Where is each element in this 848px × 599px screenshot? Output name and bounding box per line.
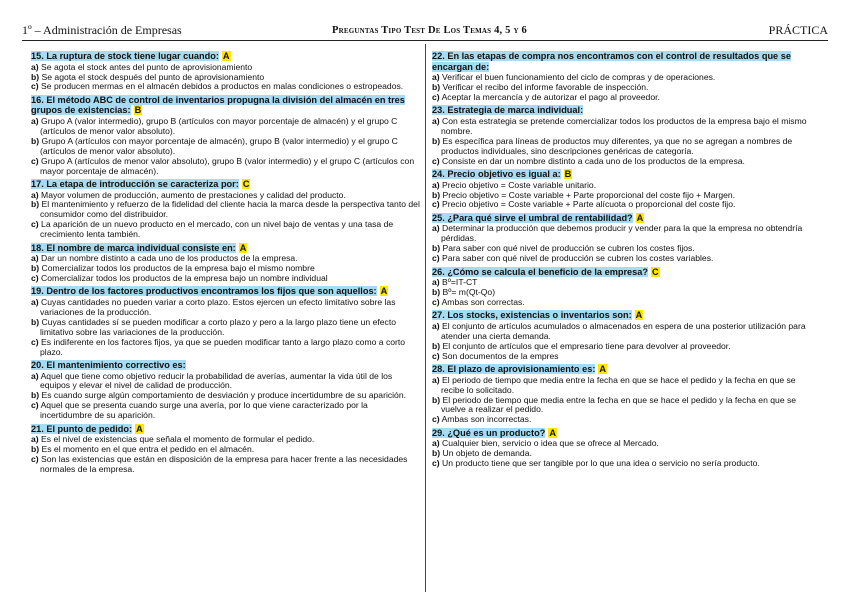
answer-key: B — [134, 105, 142, 116]
answer-key: A — [636, 212, 644, 223]
answer-option — [31, 318, 422, 338]
option-text: Un producto tiene que ser tangible por lo que una idea o servicio no sería producto. — [442, 458, 760, 469]
answer-key: A — [549, 427, 556, 438]
option-letter: c) — [31, 336, 39, 347]
option-letter: b) — [31, 316, 40, 327]
answer-option — [31, 455, 422, 475]
answer-option — [432, 376, 818, 396]
section-label: PRÁCTICA — [768, 23, 828, 37]
option-letter: c) — [31, 400, 39, 411]
answer-option — [31, 401, 422, 421]
column-divider — [425, 44, 426, 592]
answer-option — [432, 137, 818, 157]
left-column — [31, 51, 422, 477]
option-letter: c) — [432, 350, 440, 361]
option-text: Se producen mermas en el almacén debidos a productos en malas condiciones o estropeados. — [41, 81, 404, 92]
option-letter: a) — [432, 374, 440, 385]
option-text: Aquel que tiene como objetivo reducir la probabilidad de averías, aumentar la vida útil de los equipos y elevar el nivel de calidad de producción. — [40, 370, 393, 391]
option-text: El conjunto de artículos que el empresario tiene para devolver al proveedor. — [442, 340, 731, 351]
option-text: Aceptar la mercancía y de autorizar el pago al proveedor. — [441, 92, 660, 102]
answer-option — [31, 117, 422, 137]
question-text: 16. El método ABC de control de inventarios propugna la división del almacén en tres grupos de existencias: — [31, 94, 405, 116]
option-letter: a) — [31, 296, 39, 307]
question-block — [432, 267, 818, 308]
option-text: Verificar el recibo del informe favorable de inspección. — [442, 82, 649, 93]
question-title — [432, 213, 818, 224]
option-letter: c) — [31, 81, 39, 92]
question-text: 23. Estrategia de marca individual: — [432, 105, 584, 116]
option-letter: b) — [432, 394, 441, 405]
answer-option — [31, 200, 422, 220]
question-block — [31, 360, 422, 421]
answer-option — [31, 220, 422, 240]
option-text: Para saber con qué nivel de producción se cubren los costes fijos. — [442, 243, 695, 254]
option-letter: c) — [432, 253, 440, 264]
question-text: 15. La ruptura de stock tiene lugar cuando: — [31, 51, 219, 61]
answer-option — [432, 200, 818, 210]
option-text: Comercializar todos los productos de la empresa bajo un nombre individual — [41, 272, 328, 283]
option-letter: b) — [432, 189, 441, 200]
question-text: 18. El nombre de marca individual consiste en: — [31, 242, 236, 253]
option-text: Cualquier bien, servicio o idea que se ofrece al Mercado. — [442, 438, 659, 449]
option-letter: c) — [432, 414, 440, 425]
option-text: Cuyas cantidades no pueden variar a corto plazo. Estos ejercen un efecto limitativo sobre las variaciones de la producción. — [40, 296, 396, 317]
option-text: Aquel que se presenta cuando surge una avería, por lo que viene caracterizado por la incertidumbre de su aparición. — [40, 400, 368, 421]
option-letter: a) — [432, 179, 440, 190]
option-letter: a) — [31, 116, 39, 126]
option-letter: c) — [432, 199, 440, 210]
option-letter: c) — [31, 453, 39, 464]
answer-option — [31, 338, 422, 358]
option-letter: b) — [432, 287, 441, 298]
option-letter: a) — [432, 277, 440, 288]
answer-key: A — [239, 242, 247, 253]
option-letter: c) — [31, 272, 39, 283]
question-title — [432, 428, 818, 439]
question-text: 24. Precio objetivo es igual a: — [432, 169, 561, 180]
page-header — [22, 22, 828, 41]
option-letter: b) — [432, 82, 441, 93]
question-block — [31, 179, 422, 240]
answer-option — [432, 157, 818, 167]
question-title — [31, 360, 422, 371]
option-text: Son las existencias que están en disposición de la empresa para hacer frente a las necesidades normales de la empresa. — [40, 453, 408, 474]
option-text: Bº= m(Qt-Qo) — [442, 287, 496, 298]
option-text: Es cuando surge algún comportamiento de desviación y produce incertidumbre de su aparición. — [41, 390, 407, 401]
option-letter: b) — [31, 135, 40, 146]
option-text: Precio objetivo = Coste variable + Parte proporcional del coste fijo + Margen. — [442, 189, 736, 200]
option-text: Con esta estrategia se pretende comercializar todos los productos de la empresa bajo el mismo nombre. — [441, 116, 807, 136]
option-text: Para saber con qué nivel de producción se cubren los costes variables. — [442, 253, 714, 264]
answer-key: B — [564, 169, 572, 180]
option-text: Grupo A (artículos de menor valor absoluto), grupo B (valor intermedio) y el grupo C (artículos con mayor porcentaje de almacén). — [40, 155, 415, 176]
answer-option — [432, 224, 818, 244]
option-text: Es el nivel de existencias que señala el momento de formular el pedido. — [41, 434, 315, 445]
option-text: Es el momento en el que entra el pedido en el almacén. — [41, 444, 255, 455]
option-letter: c) — [31, 219, 39, 230]
question-block — [31, 95, 422, 177]
question-block — [31, 424, 422, 475]
option-letter: c) — [31, 155, 39, 166]
option-text: Cuyas cantidades sí se pueden modificar a corto plazo y pero a la largo plazo tiene un efecto limitativo sobre las variaciones de la producción. — [40, 316, 396, 337]
question-text: 19. Dentro de los factores productivos encontramos los fijos que son aquellos: — [31, 286, 377, 297]
answer-option — [432, 254, 818, 264]
option-letter: a) — [432, 72, 440, 83]
question-title — [31, 95, 422, 116]
answer-key: C — [242, 178, 250, 189]
option-text: Ambas son incorrectas. — [441, 414, 532, 425]
answer-option — [432, 322, 818, 342]
question-block — [31, 51, 422, 92]
answer-option — [432, 459, 818, 469]
question-text: 17. La etapa de introducción se caracteriza por: — [31, 178, 239, 189]
option-text: El periodo de tiempo que media entre la fecha en que se hace el pedido y la fecha en que se recibe lo solicitado. — [441, 374, 796, 395]
option-text: Dar un nombre distinto a cada uno de los productos de la empresa. — [41, 253, 298, 264]
answer-option — [31, 298, 422, 318]
question-block — [432, 213, 818, 264]
option-letter: b) — [432, 448, 441, 459]
answer-option — [432, 396, 818, 416]
option-text: Se agota el stock después del punto de aprovisionamiento — [41, 71, 265, 82]
question-text: 26. ¿Cómo se calcula el beneficio de la empresa? — [432, 266, 648, 277]
question-title — [31, 243, 422, 254]
question-text: 20. El mantenimiento correctivo es: — [31, 359, 186, 370]
question-title — [432, 105, 818, 116]
question-block — [432, 428, 818, 469]
option-text: Consiste en dar un nombre distinto a cada uno de los productos de la empresa. — [442, 155, 745, 166]
answer-option — [432, 415, 818, 425]
option-letter: a) — [31, 61, 39, 72]
option-text: Grupo A (artículos con mayor porcentaje de almacén), grupo B (valor intermedio) y el grupo C (artículos de menor valor absoluto). — [40, 135, 398, 156]
question-title — [432, 364, 818, 375]
question-block — [432, 310, 818, 361]
option-text: El mantenimiento y refuerzo de la fidelidad del cliente hacia la marca desde la perspectiva tanto del consumidor como del distribuidor. — [40, 199, 420, 220]
option-letter: c) — [432, 458, 440, 469]
question-text: 25. ¿Para qué sirve el umbral de rentabilidad? — [432, 212, 633, 223]
option-letter: a) — [31, 434, 39, 445]
answer-option — [31, 82, 422, 92]
option-text: Un objeto de demanda. — [442, 448, 532, 459]
question-text: 21. El punto de pedido: — [31, 423, 133, 434]
option-text: El periodo de tiempo que media entre la fecha en que se hace el pedido y la fecha en que se vuelve a realizar el pedido. — [441, 394, 797, 415]
answer-option — [432, 352, 818, 362]
option-text: La aparición de un nuevo producto en el mercado, con un nivel bajo de ventas y una tasa de crecimiento lenta también. — [40, 219, 394, 240]
option-letter: b) — [432, 340, 441, 351]
option-text: Ambas son correctas. — [441, 296, 525, 307]
question-block — [31, 286, 422, 357]
option-letter: c) — [432, 155, 440, 166]
answer-key: C — [652, 266, 659, 277]
question-block — [31, 243, 422, 284]
question-block — [432, 364, 818, 425]
option-text: Determinar la producción que debemos producir y vender para la que la empresa no obtendría pérdidas. — [441, 223, 803, 244]
option-text: Bº=IT-CT — [442, 277, 478, 288]
option-text: Comercializar todos los productos de la empresa bajo el mismo nombre — [41, 263, 315, 274]
option-letter: b) — [31, 71, 40, 82]
option-text: Precio objetivo = Coste variable + Parte alícuota o proporcional del coste fijo. — [442, 199, 736, 210]
question-block — [432, 105, 818, 166]
answer-option — [31, 157, 422, 177]
answer-option — [432, 117, 818, 137]
question-title — [432, 51, 818, 72]
question-block — [432, 51, 818, 103]
question-text: 22. En las etapas de compra nos encontramos con el control de resultados que se encargan de: — [432, 51, 791, 72]
question-title — [31, 286, 422, 297]
option-letter: b) — [31, 263, 40, 274]
option-text: Precio objetivo = Coste variable unitario. — [442, 179, 597, 190]
option-letter: b) — [432, 243, 441, 254]
option-letter: c) — [432, 296, 440, 307]
answer-key: A — [380, 286, 388, 297]
option-letter: b) — [31, 199, 40, 210]
option-text: Es específica para líneas de productos muy diferentes, ya que no se agregan a nombres de productos individuales, sino descripciones genéricas de categoría. — [441, 135, 793, 156]
option-text: Se agota el stock antes del punto de aprovisionamiento — [41, 61, 253, 72]
option-letter: b) — [432, 135, 441, 146]
option-text: El conjunto de artículos acumulados o almacenados en espera de una posterior utilización para atender una cierta demanda. — [441, 320, 806, 341]
answer-option — [432, 298, 818, 308]
option-letter: a) — [31, 189, 39, 200]
answer-option — [31, 274, 422, 284]
question-title — [432, 169, 818, 180]
option-letter: a) — [432, 116, 440, 126]
document-title: Preguntas Tipo Test De Los Temas 4, 5 y 6 — [332, 25, 527, 36]
option-text: Grupo A (valor intermedio), grupo B (artículos con mayor porcentaje de almacén) y el grupo C (artículos de menor valor absoluto). — [40, 116, 398, 136]
option-letter: a) — [432, 223, 440, 234]
option-letter: b) — [31, 390, 40, 401]
question-text: 28. El plazo de aprovisionamiento es: — [432, 364, 596, 375]
right-column — [432, 51, 818, 472]
answer-key: A — [136, 423, 143, 434]
question-text: 27. Los stocks, existencias o inventarios son: — [432, 310, 632, 321]
option-text: Mayor volumen de producción, aumento de prestaciones y calidad del producto. — [41, 189, 346, 200]
option-letter: b) — [31, 444, 40, 455]
answer-key: A — [635, 310, 643, 321]
answer-option — [31, 372, 422, 392]
question-title — [31, 179, 422, 190]
question-title — [432, 310, 818, 321]
question-title — [31, 51, 422, 62]
answer-option — [31, 137, 422, 157]
option-letter: a) — [432, 438, 440, 449]
option-letter: c) — [432, 92, 440, 102]
option-text: Verificar el buen funcionamiento del ciclo de compras y de operaciones. — [442, 72, 716, 83]
answer-option — [432, 93, 818, 103]
question-text: 29. ¿Qué es un producto? — [432, 427, 546, 438]
course-title: 1º – Administración de Empresas — [22, 23, 182, 37]
option-letter: a) — [432, 320, 440, 331]
option-letter: a) — [31, 370, 39, 381]
option-text: Es indiferente en los factores fijos, ya que se pueden modificar tanto a largo plazo como a corto plazo. — [40, 336, 406, 357]
question-title — [31, 424, 422, 435]
answer-key: A — [222, 51, 230, 61]
question-title — [432, 267, 818, 278]
option-letter: a) — [31, 253, 39, 264]
question-block — [432, 169, 818, 210]
answer-key: A — [599, 364, 607, 375]
option-text: Son documentos de la empres — [442, 350, 559, 361]
